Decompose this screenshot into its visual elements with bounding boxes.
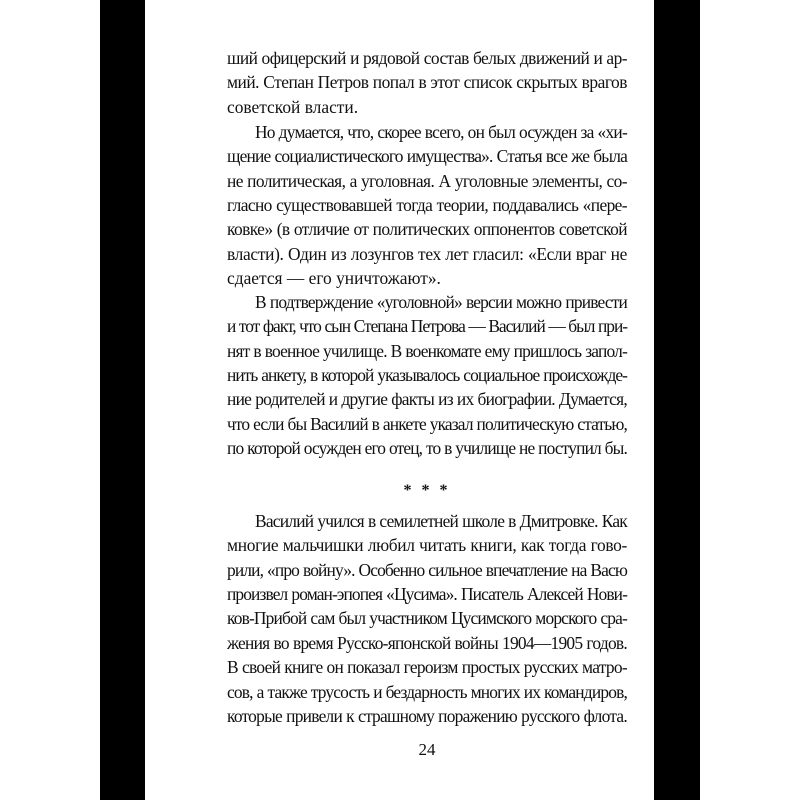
text-line: что если бы Василий в анкете указал политическую статью,	[227, 413, 627, 434]
text-line: нят в военное училище. В военкомате ему пришлось запол-	[227, 340, 627, 361]
text-line: не политическая, а уголовная. А уголовные элементы, со-	[227, 170, 627, 191]
text-line: и тот факт, что сын Степана Петрова — Василий — был при-	[227, 316, 627, 337]
scan-border-left	[100, 0, 145, 800]
text-line: ковке» (в отличие от политических оппонентов советской	[227, 219, 627, 240]
text-line: нить анкету, в которой указывалось социальное происхожде-	[227, 365, 627, 385]
text-line: Но думается, что, скорее всего, он был осужден за «хи-	[255, 121, 627, 142]
text-line: жения во время Русско-японской войны 1904—1905 годов.	[227, 632, 627, 653]
text-line: советской власти.	[227, 96, 359, 117]
text-line: которые привели к страшному поражению русского флота.	[227, 706, 627, 726]
text-line: по которой осужден его отец, то в училище не поступил бы.	[227, 438, 627, 459]
page-number: 24	[418, 740, 436, 759]
text-line: гласно существовавшей тогда теории, поддавались «пере-	[227, 195, 627, 215]
text-line: щение социалистического имущества». Статья все же была	[227, 146, 627, 167]
text-line: власти). Один из лозунгов тех лет гласил: «Если враг не	[227, 243, 627, 264]
text-line: ние родителей и другие факты из их биографии. Думается,	[227, 389, 627, 410]
text-line: В подтверждение «уголовной» версии можно привести	[255, 291, 627, 312]
text-line: произвел роман-эпопея «Цусима». Писатель Алексей Нови-	[227, 584, 627, 604]
text-line: многие мальчишки любил читать книги, как тогда гово-	[227, 535, 627, 556]
text-line: сдается — его уничтожают».	[227, 268, 441, 289]
section-break: * * *	[403, 482, 451, 499]
text-line: ков-Прибой сам был участником Цусимского морского сра-	[227, 608, 627, 629]
page-body	[227, 0, 627, 800]
text-line: рили, «про войну». Особенно сильное впечатление на Васю	[227, 559, 627, 580]
scan-border-right	[654, 0, 700, 800]
text-line: Василий учился в семилетней школе в Дмитровке. Как	[255, 510, 627, 531]
text-line: ший офицерский и рядовой состав белых движений и ар-	[227, 47, 627, 68]
text-line: В своей книге он показал героизм простых русских матро-	[227, 657, 627, 678]
text-line: сов, а также трусость и бездарность многих их командиров,	[227, 681, 627, 702]
text-line: мий. Степан Петров попал в этот список скрытых врагов	[227, 72, 627, 93]
